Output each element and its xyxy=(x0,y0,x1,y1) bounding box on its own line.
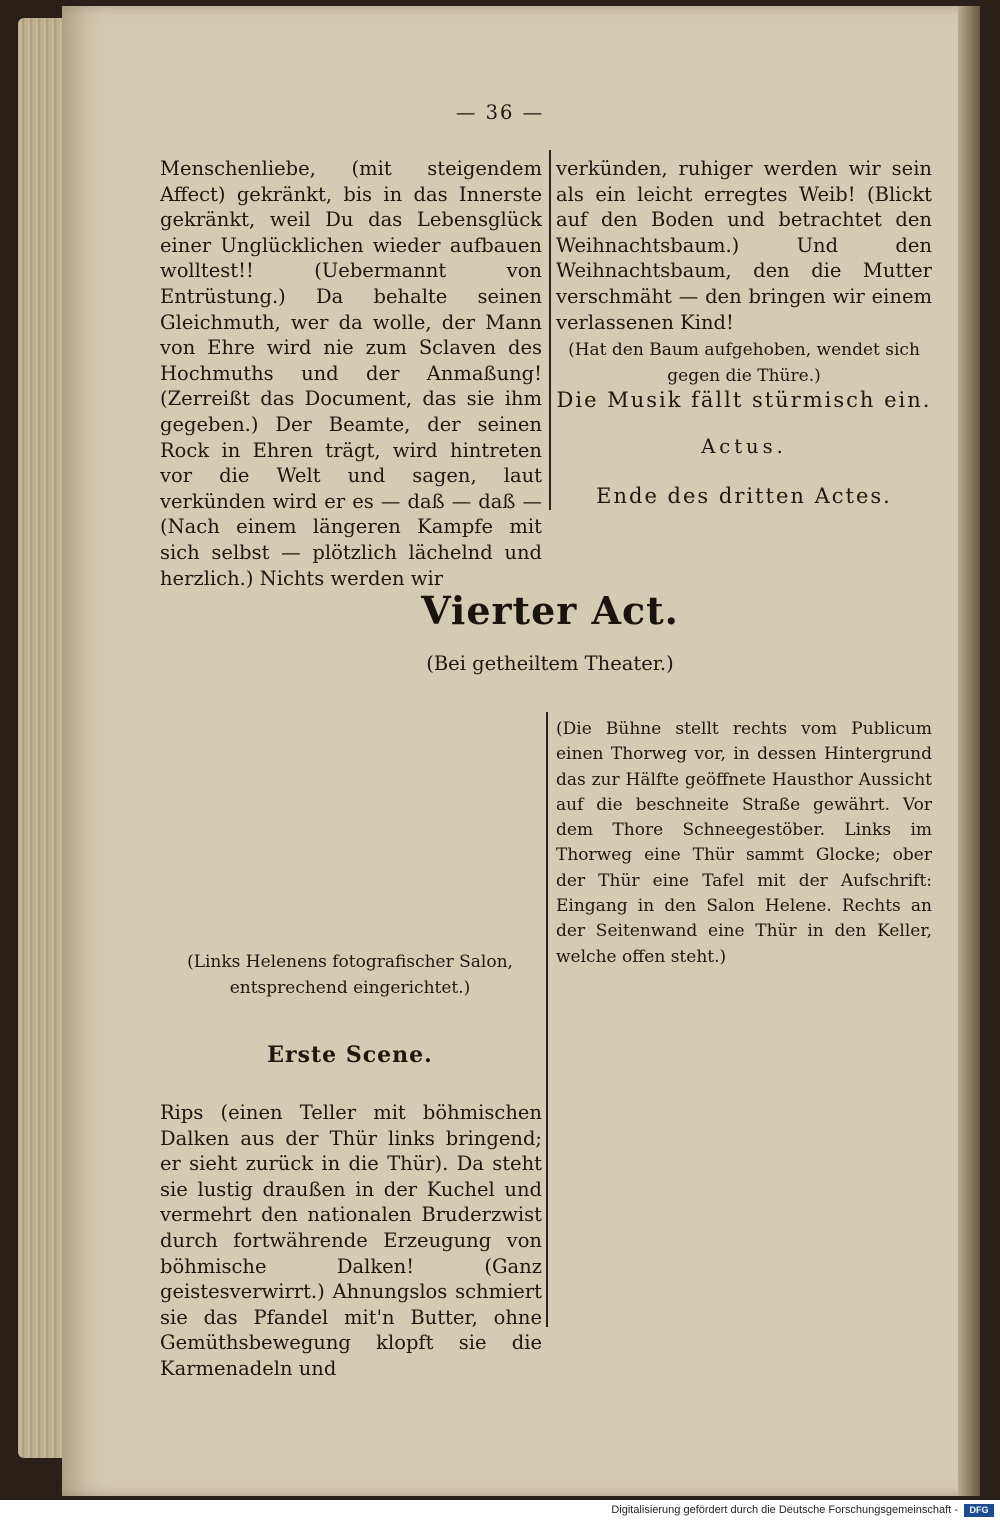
footer-funding-note: Digitalisierung gefördert durch die Deutsche Forschungsgemeinschaft - xyxy=(611,1504,958,1516)
dfg-logo-icon: DFG xyxy=(964,1504,994,1517)
scene-text-column xyxy=(160,1100,542,1382)
bottom-column-divider xyxy=(546,712,548,1327)
top-left-speech: Menschenliebe, (mit steigendem Affect) gekränkt, bis in das Innerste gekränkt, weil Du das Lebensglück einer Unglücklichen wieder aufbauen wolltest!! (Uebermannt von Entrüstung.) Da behalte seinen Gleichmuth, wer da wolle, der Mann von Ehre wird nie zum Sclaven des Hochmuths und der Anmaßung! (Zerreißt das Document, das sie ihm gegeben.) Der Beamte, der seinen Rock in Ehren trägt, wird hintreten vor die Welt und sagen, laut verkünden wird er es — daß — daß — (Nach einem längeren Kampfe mit sich selbst — plötzlich lächelnd und herzlich.) Nichts werden wir xyxy=(160,157,542,590)
scene-title: Erste Scene. xyxy=(267,1042,433,1068)
act-title: Vierter Act. xyxy=(421,588,679,633)
act-subtitle: (Bei getheiltem Theater.) xyxy=(426,652,674,675)
left-stage-text: (Links Helenens fotografischer Salon, entsprechend eingerichtet.) xyxy=(187,952,513,998)
right-stage-direction xyxy=(556,717,932,970)
top-right-column xyxy=(556,156,932,389)
right-stage-text: (Die Bühne stellt rechts vom Publicum einen Thorweg vor, in dessen Hintergrund das zur Hälfte geöffnete Hausthor Aussicht auf die beschneite Straße gewährt. Vor dem Thore Schneegestöber. Links im Thorweg eine Thür sammt Glocke; ober der Thür eine Tafel mit der Aufschrift: Eingang in den Salon Helene. Rechts an der Seitenwand eine Thür in den Keller, welche offen steht.) xyxy=(556,719,932,967)
scene-text: Rips (einen Teller mit böhmischen Dalken aus der Thür links bringend; er sieht zurück in die Thür). Da steht sie lustig draußen in der Kuchel und vermehrt den nationalen Bruderzwist durch fortwährende Erzeugung von böhmische Dalken! (Ganz geistesverwirrt.) Ahnungslos schmiert sie das Pfandel mit'n Butter, ohne Gemüthsbewegung klopft sie die Karmenadeln und xyxy=(160,1101,542,1380)
left-stage-direction xyxy=(160,950,540,1001)
top-left-column xyxy=(160,156,542,591)
actus-label: Actus. xyxy=(701,435,787,458)
footer-bar xyxy=(0,1500,1000,1521)
top-right-direction: (Hat den Baum aufgehoben, wendet sich gegen die Thüre.) xyxy=(568,340,920,386)
top-column-divider xyxy=(549,150,551,510)
book-spine-shadow xyxy=(958,6,980,1496)
page-number: — 36 — xyxy=(455,101,545,124)
top-right-speech: verkünden, ruhiger werden wir sein als ein leicht erregtes Weib! (Blickt auf den Boden und betrachtet den Weihnachtsbaum.) Und den Weihnachtsbaum, den die Mutter verschmäht — den bringen wir einem verlassenen Kind! xyxy=(556,157,932,334)
end-of-third-act: Ende des dritten Actes. xyxy=(596,484,892,508)
music-cue: Die Musik fällt stürmisch ein. xyxy=(556,388,932,412)
